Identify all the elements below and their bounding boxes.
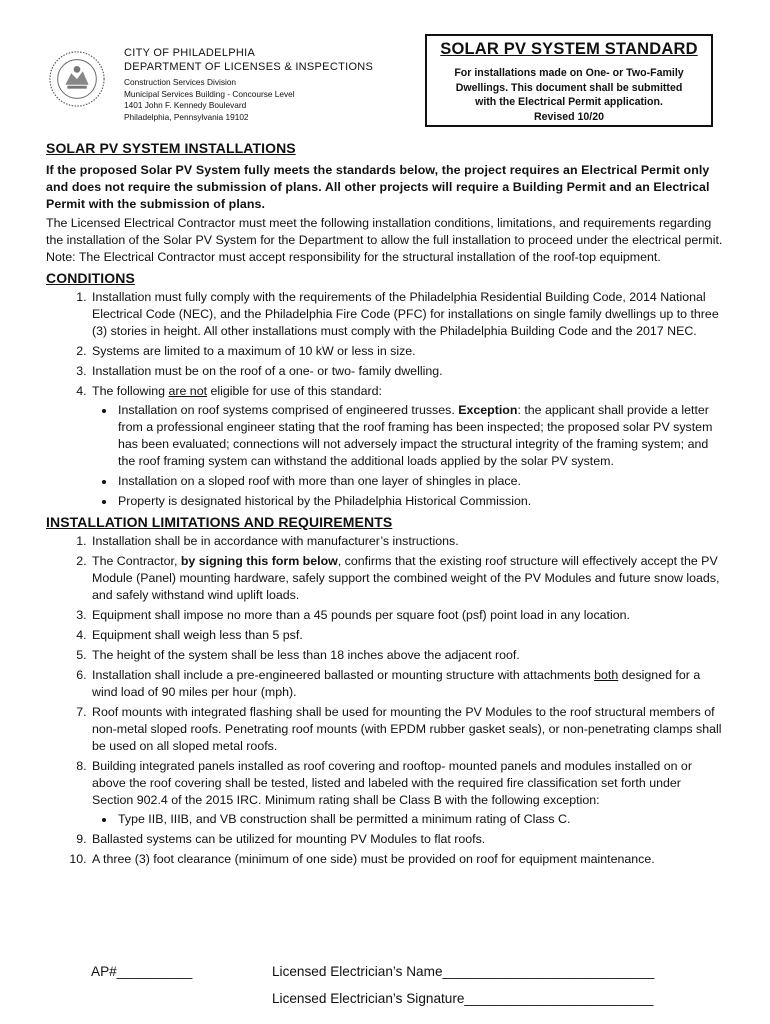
agency-division: Construction Services Division: [124, 77, 237, 87]
intro-bold-paragraph: If the proposed Solar PV System fully meets the standards below, the project requires an Electrical Permit only and does not require the submission of plans. All other projects will require a Building Permit and an Electrical Permit with the submission of plans.: [46, 163, 710, 211]
agency-city: CITY OF PHILADELPHIA: [124, 47, 256, 59]
limitation-text: A three (3) foot clearance (minimum of one side) must be provided on roof for equipment maintenance.: [92, 852, 655, 866]
ineligible-text: Installation on roof systems comprised of engineered trusses.: [118, 403, 459, 417]
limitation-item: [90, 851, 724, 868]
section-heading-limitations: INSTALLATION LIMITATIONS AND REQUIREMENTS: [46, 514, 393, 530]
agency-street: 1401 John F. Kennedy Boulevard: [124, 100, 247, 110]
ineligible-item: [116, 493, 724, 510]
limitation-text-underlined: both: [594, 668, 619, 682]
limitation-item: [90, 553, 724, 604]
condition-item: [90, 363, 724, 380]
condition-item: [90, 343, 724, 360]
limitation-text: designed for a wind load of 90 miles per hour (mph).: [92, 668, 701, 699]
limitation-text: , confirms that the existing roof structure will effectively accept the PV Module (Panel) mounting hardware, safely support the combined weight of the PV Modules and future snow loads, and safely withstand wind uplift loads.: [92, 554, 720, 602]
limitation-item: [90, 831, 724, 848]
exception-text: Type IIB, IIIB, and VB construction shall be permitted a minimum rating of Class C.: [118, 812, 571, 826]
condition-item: [90, 289, 724, 340]
standard-box: [425, 34, 713, 127]
limitation-text: The height of the system shall be less than 18 inches above the adjacent roof.: [92, 648, 520, 662]
standard-description: [427, 66, 711, 124]
ineligible-item: [116, 402, 724, 470]
limitation-text: Installation shall be in accordance with manufacturer’s instructions.: [92, 534, 459, 548]
limitation-text: Installation shall include a pre-engineered ballasted or mounting structure with attachments: [92, 668, 595, 682]
limitation-item: [90, 704, 724, 755]
standard-line-2: Dwellings. This document shall be submitted: [455, 81, 683, 94]
condition-text: eligible for use of this standard:: [207, 384, 382, 398]
agency-department: DEPARTMENT OF LICENSES & INSPECTIONS: [124, 61, 374, 73]
document-header: [0, 0, 770, 140]
ap-number-field[interactable]: AP#__________: [91, 964, 193, 979]
agency-city-state: Philadelphia, Pennsylvania 19102: [124, 111, 249, 122]
standard-title: SOLAR PV SYSTEM STANDARD: [440, 40, 698, 58]
limitation-text-bold: by signing this form below: [180, 554, 338, 568]
exception-item: [116, 811, 724, 828]
electrician-name-field[interactable]: Licensed Electrician’s Name____________________________: [272, 964, 655, 979]
condition-text-underlined: are not: [168, 384, 208, 398]
standard-line-3: with the Electrical Permit application.: [475, 96, 663, 108]
agency-block: [124, 46, 373, 123]
section-heading-conditions: CONDITIONS: [46, 270, 135, 286]
limitation-text: Equipment shall weigh less than 5 psf.: [92, 628, 303, 642]
electrician-signature-field[interactable]: Licensed Electrician’s Signature_________________________: [272, 991, 654, 1006]
city-seal-icon: [48, 50, 106, 108]
limitation-text: Building integrated panels installed as roof covering and rooftop- mounted panels and modules installed on or above the roof covering shall be tested, listed and labeled with the required fire classification set forth under Section 902.4 of the 2015 IRC. Minimum rating shall be Class B with the following exception:: [92, 759, 692, 807]
condition-text: Installation must fully comply with the requirements of the Philadelphia Residential Building Code, 2014 National Electrical Code (NEC), and the Philadelphia Fire Code (PFC) for installations on single family dwellings up to three (3) stories in height. All other installations must comply with the Philadelphia Building Code and the 2017 NEC.: [92, 290, 719, 338]
limitations-list: [46, 533, 724, 868]
limitation-item: [90, 647, 724, 664]
limitation-text: Equipment shall impose no more than a 45 pounds per square foot (psf) point load in any location.: [92, 608, 630, 622]
section-heading-installations: SOLAR PV SYSTEM INSTALLATIONS: [46, 140, 296, 156]
limitation-item: [90, 533, 724, 550]
exception-label: Exception: [458, 403, 518, 417]
limitation-item: [90, 627, 724, 644]
agency-building: Municipal Services Building - Concourse Level: [124, 88, 295, 99]
condition-text: Systems are limited to a maximum of 10 kW or less in size.: [92, 344, 416, 358]
limitation-text: The Contractor,: [92, 554, 181, 568]
condition-text: The following: [92, 384, 169, 398]
ineligible-text: Installation on a sloped roof with more than one layer of shingles in place.: [118, 474, 521, 488]
ineligible-list: [92, 402, 724, 510]
limitation-item: [90, 667, 724, 701]
ineligible-text: : the applicant shall provide a letter from a professional engineer stating that the roof framing has been inspected; the proposed solar PV system has been evaluated; connections will not adversely impact the structural integrity of the framing system; and the roof framing system can withstand the additional loads applied by the solar PV system.: [118, 403, 713, 468]
condition-item: [90, 383, 724, 510]
conditions-list: [46, 289, 724, 510]
standard-revision: Revised 10/20: [533, 110, 605, 123]
limitation-text: Roof mounts with integrated flashing shall be used for mounting the PV Modules to the roof structural members of non-metal sloped roofs. Penetrating roof mounts (with EPDM rubber gasket seals), or non-penetrating clamps shall be used on all sloped metal roofs.: [92, 705, 722, 753]
document-body: [46, 139, 724, 871]
limitation-text: Ballasted systems can be utilized for mounting PV Modules to flat roofs.: [92, 832, 486, 846]
standard-line-1: For installations made on One- or Two-Family: [454, 67, 684, 79]
intro-paragraph: The Licensed Electrical Contractor must meet the following installation conditions, limitations, and requirements regarding the installation of the Solar PV System for the Department to allow the full installation to proceed under the electrical permit. Note: The Electrical Contractor must accept responsibility for the structural installation of the roof-top equipment.: [46, 216, 723, 264]
ineligible-item: [116, 473, 724, 490]
limitation-item: [90, 758, 724, 828]
ineligible-text: Property is designated historical by the Philadelphia Historical Commission.: [118, 494, 532, 508]
limitation-item: [90, 607, 724, 624]
exception-list: [92, 811, 724, 828]
condition-text: Installation must be on the roof of a one- or two- family dwelling.: [92, 364, 443, 378]
